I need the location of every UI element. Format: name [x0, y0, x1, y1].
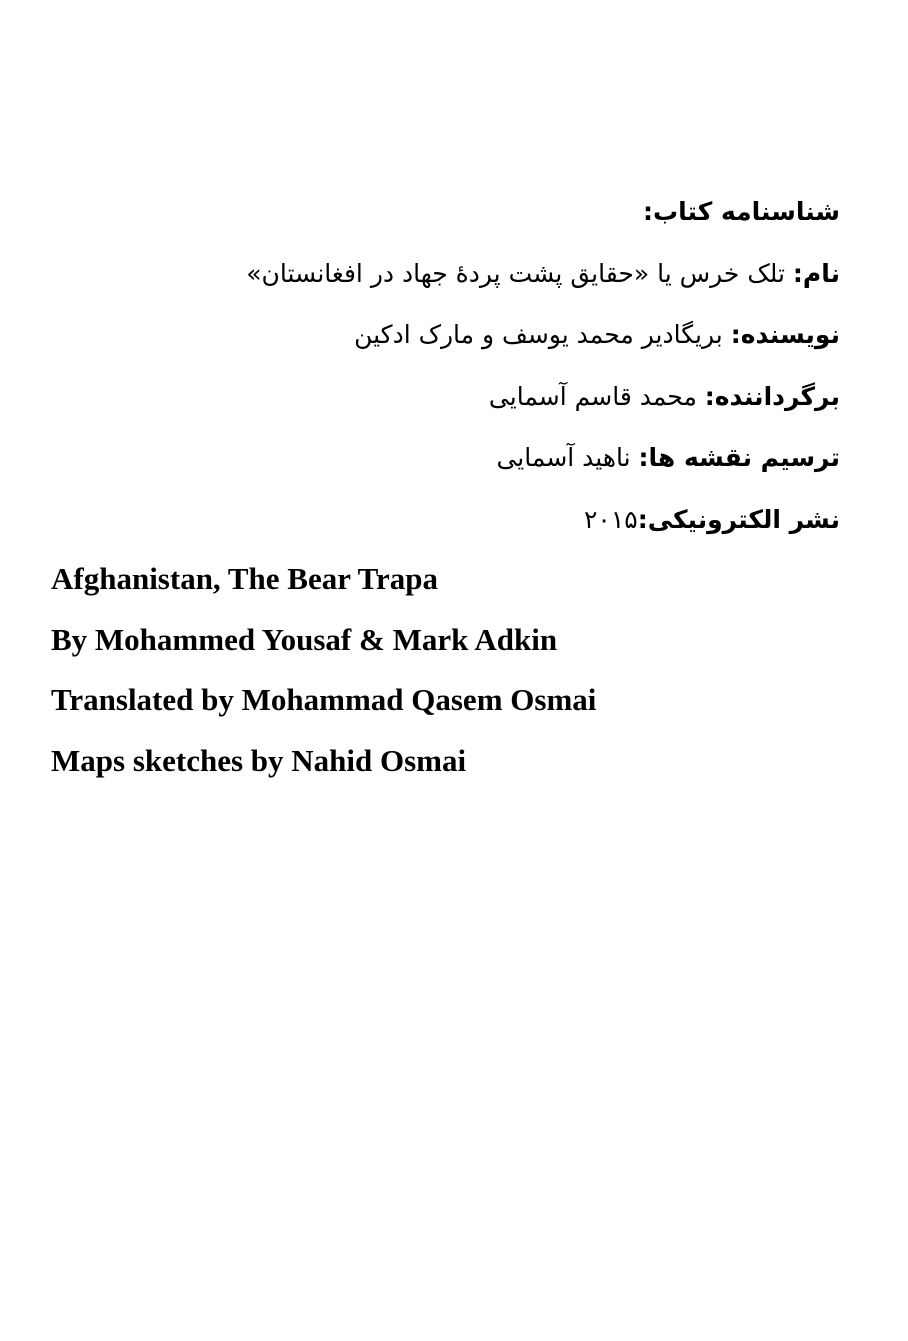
book-details-heading — [80, 186, 840, 248]
publication-label: نشر الکترونیکی: — [637, 504, 840, 534]
title-row — [80, 248, 840, 310]
publication-row — [80, 494, 840, 556]
maps-label: ترسیم نقشه ها: — [638, 443, 840, 472]
translator-value: محمد قاسم آسمایی — [488, 381, 705, 411]
english-translator: Translated by Mohammad Qasem Osmai — [51, 682, 597, 717]
maps-value: ناهید آسمایی — [496, 443, 639, 472]
title-label: نام: — [792, 258, 840, 288]
english-title: Afghanistan, The Bear Trapa — [51, 561, 439, 596]
maps-row — [80, 432, 840, 494]
heading-label: شناسنامه کتاب: — [643, 197, 840, 226]
publication-value: ۲۰۱۵ — [583, 504, 638, 534]
english-book-details — [51, 557, 851, 799]
english-authors: By Mohammed Yousaf & Mark Adkin — [51, 621, 558, 657]
persian-book-details — [80, 186, 840, 555]
author-value: بریگادیر محمد یوسف و مارک ادکین — [354, 320, 731, 349]
author-label: نویسنده: — [730, 320, 840, 349]
english-maps-credit: Maps sketches by Nahid Osmai — [51, 742, 467, 778]
translator-row — [80, 371, 840, 433]
author-row — [80, 309, 840, 371]
translator-label: برگرداننده: — [704, 381, 840, 411]
title-value: تلک خرس یا «حقایق پشت پردهٔ جهاد در افغانستان» — [246, 258, 793, 288]
